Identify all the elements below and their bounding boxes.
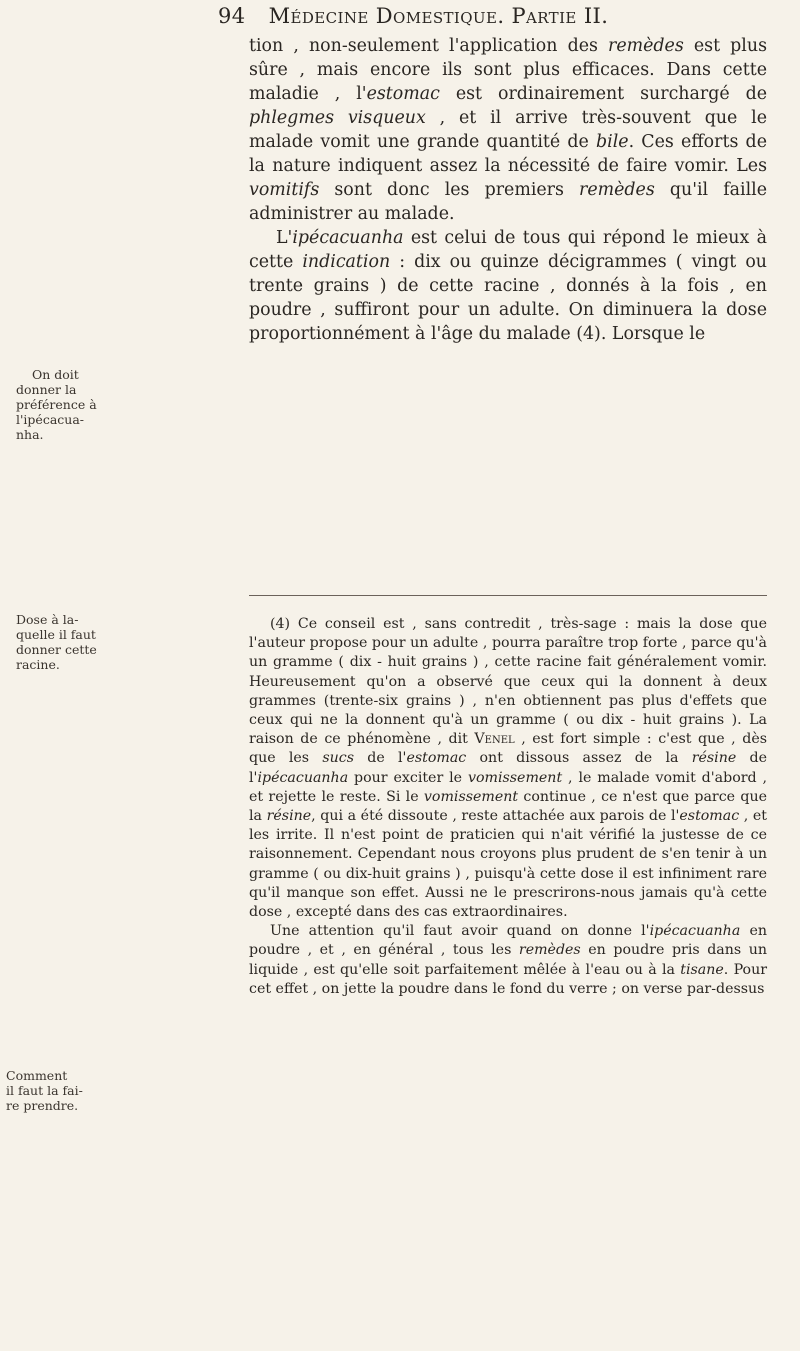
footnote-paragraph-1: (4) Ce conseil est , sans contredit , très-sage : mais la dose que l'auteur propose pour un adulte , pourra paraître trop forte , parce qu'à un gramme ( dix - huit grains ) , cette racine fait généralement vomir. Heureusement qu'on a observé que ceux qui la donnent à deux grammes (trente-six grains ) , n'en obtiennent pas plus d'effets que ceux qui ne la donnent qu'à un gramme ( ou dix - huit grains ). La raison de ce phénomène , dit Venel , est fort simple : c'est que , dès que les sucs de l'estomac ont dissous assez de la résine de l'ipécacuanha pour exciter le vomissement , le malade vomit d'abord , et rejette le reste. Si le vomissement continue , ce n'est que parce que la résine, qui a été dissoute , reste attachée aux parois de l'estomac , et les irrite. Il n'est point de praticien qui n'ait vérifié la justesse de ce raisonnement. Cependant nous croyons plus prudent de s'en tenir à un gramme ( ou dix-huit grains ) , puisqu'à cette dose il est infiniment rare qu'il manque son effet. Aussi ne le prescrirons-nous jamais qu'à cette dose , excepté dans des cas extraordinaires. (249, 616, 767, 921)
margin-note-line: donner cette (16, 642, 97, 657)
margin-note-line: donner la (16, 382, 77, 397)
margin-note-line: Comment (6, 1068, 68, 1083)
main-paragraph-1: tion , non-seulement l'application des remèdes est plus sûre , mais encore ils sont plus efficaces. Dans cette maladie , l'estomac est ordinairement surchargé de phlegmes visqueux , et il arrive très-souvent que le malade vomit une grande quantité de bile. Ces efforts de la nature indiquent assez la nécessité de faire vomir. Les vomitifs sont donc les premiers remèdes qu'il faille administrer au malade. (249, 36, 768, 224)
margin-note-line: préférence à (16, 397, 97, 412)
margin-note-line: racine. (16, 657, 60, 672)
page-number: 94 (218, 4, 246, 28)
footnote (249, 615, 767, 999)
margin-note-line: nha. (16, 427, 44, 442)
margin-note-line: Dose à la- (16, 612, 79, 627)
main-paragraph-2: L'ipécacuanha est celui de tous qui répond le mieux à cette indication : dix ou quinze décigrammes ( vingt ou trente grains ) de cette racine , donnés à la fois , en poudre , suffiront pour un adulte. On diminuera la dose proportionnément à l'âge du malade (4). Lorsque le (249, 228, 767, 344)
margin-note-line: il faut la fai- (6, 1083, 83, 1098)
running-header (218, 4, 778, 28)
margin-note-dose (16, 612, 97, 672)
running-title: Médecine Domestique. Partie II. (268, 4, 609, 28)
margin-note-line: re prendre. (6, 1098, 79, 1113)
footnote-paragraph-2: Une attention qu'il faut avoir quand on donne l'ipécacuanha en poudre , et , en général , tous les remèdes en poudre pris dans un liquide , est qu'elle soit parfaitement mêlée à l'eau ou à la tisane. Pour cet effet , on jette la poudre dans le fond du verre ; on verse par-dessus (249, 923, 768, 997)
main-text (249, 34, 767, 346)
margin-note-how-to-take (6, 1068, 83, 1113)
margin-note-line: quelle il faut (16, 627, 96, 642)
margin-note-line: On doit (32, 367, 79, 382)
margin-note-preference (16, 367, 97, 442)
footnote-divider (249, 595, 767, 596)
margin-note-line: l'ipécacua- (16, 412, 85, 427)
